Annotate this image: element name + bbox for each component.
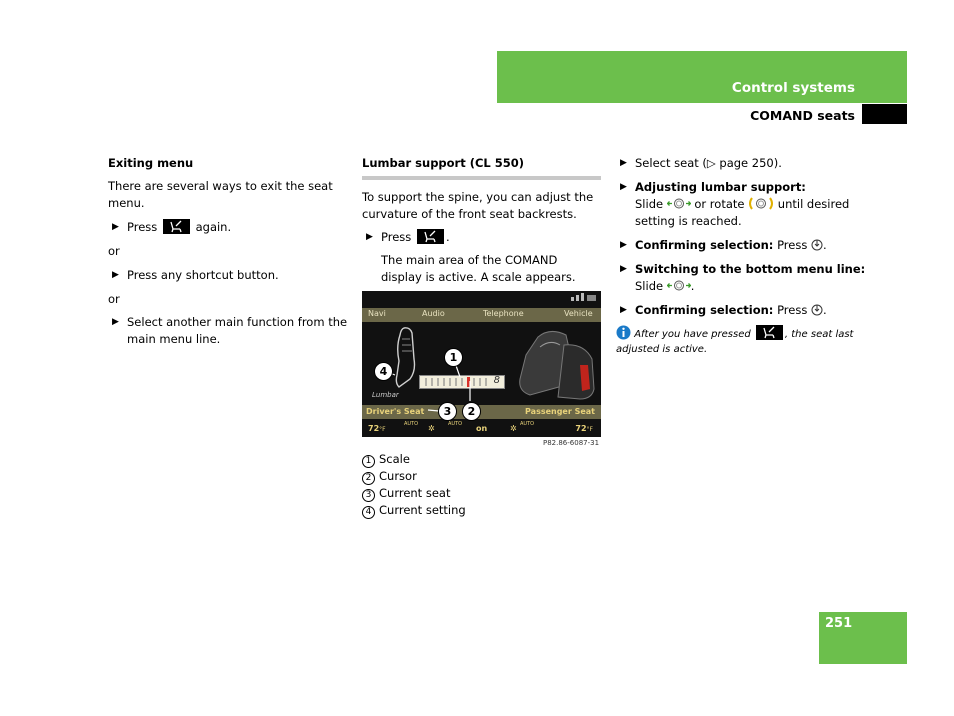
step-text: Press any shortcut button. xyxy=(127,268,279,282)
intro-text: There are several ways to exit the seat menu. xyxy=(108,179,333,210)
press-controller-icon xyxy=(811,304,823,316)
column-lumbar-support xyxy=(362,155,601,286)
bullet-triangle-icon: ▶ xyxy=(620,158,627,168)
info-note xyxy=(616,325,866,357)
step-adjust-lumbar xyxy=(616,179,866,230)
info-icon xyxy=(616,325,631,340)
auto-mid: AUTO xyxy=(448,421,463,427)
seat-button-icon xyxy=(417,229,444,244)
callout-4: 4 xyxy=(374,362,393,381)
lumbar-label: Lumbar xyxy=(372,391,399,399)
seat-button-icon xyxy=(163,219,190,234)
callout-3: 3 xyxy=(438,402,457,421)
bullet-triangle-icon: ▶ xyxy=(112,222,119,232)
figure-id: P82.86-6087-31 xyxy=(543,439,600,447)
heading-exiting-menu: Exiting menu xyxy=(108,156,194,170)
callout-leaders xyxy=(362,291,601,437)
legend-item xyxy=(362,485,601,502)
step-text: . xyxy=(445,230,450,244)
bullet-triangle-icon: ▶ xyxy=(620,240,627,250)
menu-vehicle: Vehicle xyxy=(564,309,593,318)
or-text: or xyxy=(108,292,120,306)
bullet-triangle-icon: ▶ xyxy=(620,305,627,315)
passenger-seat-label: Passenger Seat xyxy=(525,407,595,416)
legend-number: 4 xyxy=(362,506,375,519)
legend-item xyxy=(362,502,601,519)
auto-left: AUTO xyxy=(404,421,419,427)
slide-controller-icon xyxy=(667,280,691,291)
step-text: Press xyxy=(127,220,158,234)
step-text: or rotate xyxy=(694,197,745,211)
step-heading: Confirming selection: xyxy=(635,238,774,252)
fan-right-icon: ✲ xyxy=(510,424,517,433)
bullet-triangle-icon: ▶ xyxy=(112,317,119,327)
scale-value: 8 xyxy=(493,375,500,386)
menu-telephone: Telephone xyxy=(483,309,524,318)
bullet-triangle-icon: ▶ xyxy=(366,232,373,242)
figure-legend xyxy=(362,451,601,519)
step-text: Slide xyxy=(635,197,664,211)
or-text: or xyxy=(108,244,120,258)
step-text: Slide xyxy=(635,279,664,293)
info-text: After you have pressed xyxy=(634,329,751,340)
step-press-again xyxy=(108,219,348,236)
step-confirm-1: ▶ Confirming selection: Press . xyxy=(620,238,827,252)
legend-number: 2 xyxy=(362,472,375,485)
step-select-seat xyxy=(616,155,866,172)
bullet-triangle-icon: ▶ xyxy=(620,264,627,274)
legend-item xyxy=(362,468,601,485)
legend-label: Current setting xyxy=(379,503,466,517)
auto-right: AUTO xyxy=(520,421,535,427)
section-title: Control systems xyxy=(731,80,855,96)
heading-lumbar-support: Lumbar support (CL 550) xyxy=(362,155,601,180)
step-text: Select seat (▷ page 250). xyxy=(635,156,782,170)
on-label: on xyxy=(476,424,488,433)
page-number: 251 xyxy=(825,616,853,631)
press-controller-icon xyxy=(811,239,823,251)
subsection-title: COMAND seats xyxy=(750,108,855,123)
step-bottom-menu: ▶ Switching to the bottom menu line: Slide . xyxy=(620,262,866,293)
legend-item xyxy=(362,451,601,468)
slide-controller-icon xyxy=(667,198,691,209)
bullet-triangle-icon: ▶ xyxy=(620,182,627,192)
step-text: Select another main function from the main menu line. xyxy=(127,315,348,346)
column-steps xyxy=(616,155,866,357)
step-shortcut xyxy=(108,267,348,284)
step-text: Press xyxy=(381,230,412,244)
legend-label: Scale xyxy=(379,452,410,466)
step-main-function xyxy=(108,314,348,348)
menu-navi: Navi xyxy=(368,309,386,318)
step-press-seat xyxy=(362,229,601,246)
comand-display xyxy=(362,291,601,437)
intro-text: To support the spine, you can adjust the curvature of the front seat backrests. xyxy=(362,190,594,221)
column-exiting-menu xyxy=(108,155,348,348)
step-text: Press xyxy=(777,303,808,317)
seat-button-icon xyxy=(756,325,783,340)
drivers-seat-label: Driver's Seat xyxy=(366,407,425,416)
callout-2: 2 xyxy=(462,402,481,421)
bullet-triangle-icon: ▶ xyxy=(112,270,119,280)
step-text: Press xyxy=(777,238,808,252)
menu-audio: Audio xyxy=(422,309,445,318)
rotate-controller-icon xyxy=(748,197,774,210)
subsection-marker xyxy=(862,104,907,124)
legend-label: Current seat xyxy=(379,486,451,500)
fan-left-icon: ✲ xyxy=(428,424,435,433)
step-confirm-2: ▶ Confirming selection: Press . xyxy=(620,303,827,317)
legend-number: 3 xyxy=(362,489,375,502)
step-text: again. xyxy=(195,220,232,234)
legend-number: 1 xyxy=(362,455,375,468)
step-text: until desired setting is reached. xyxy=(635,197,850,228)
step-heading: Confirming selection: xyxy=(635,303,774,317)
step-heading: Adjusting lumbar support: xyxy=(635,180,806,194)
callout-1: 1 xyxy=(444,348,463,367)
step-note: The main area of the COMAND display is active. A scale appears. xyxy=(381,253,576,284)
temp-left: 72°F xyxy=(368,424,386,433)
step-heading: Switching to the bottom menu line: xyxy=(635,262,866,276)
info-text: , the seat last adjusted is active. xyxy=(616,329,854,355)
legend-label: Cursor xyxy=(379,469,417,483)
temp-right: 72°F xyxy=(575,424,593,433)
